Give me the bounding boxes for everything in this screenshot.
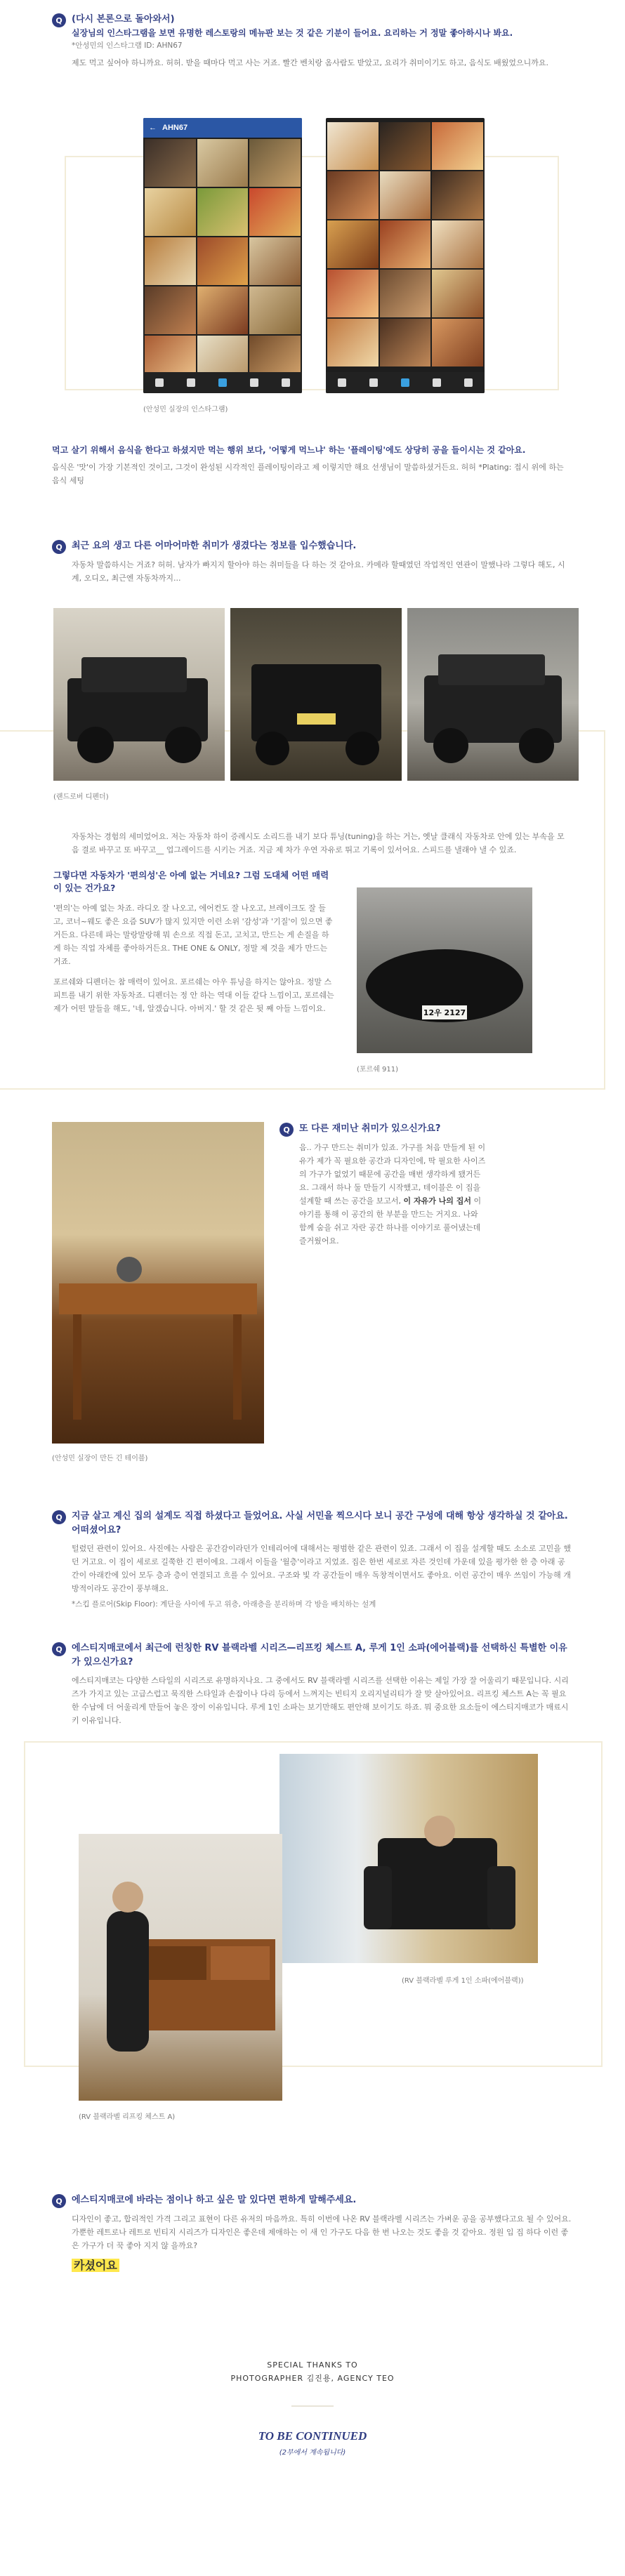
food-photo [432,122,483,170]
food-photo [327,319,379,366]
food-photo [249,188,301,236]
plating-answer: 음식은 '맛'이 가장 기본적인 것이고, 그것이 완성된 시각적인 플레이팅이라고 제 이렇지만 해요 선생님이 말씀하셨거든요. 허허 *Plating: 접시 위에 하는 음식 세팅 [52,463,564,485]
continued-subtitle: (2부에서 계속됩니다) [279,2449,346,2457]
home-icon [155,378,164,387]
question-header [52,13,572,39]
food-photo [327,122,379,170]
search-icon [187,378,195,387]
question-subheading: 실장님의 인스타그램을 보면 유명한 레스토랑의 메뉴판 보는 것 같은 기분이 들어요. 요리하는 거 정말 좋아하시나 봐요. [72,28,513,38]
camera-icon [401,378,409,387]
food-photo [380,171,431,219]
search-icon [369,378,378,387]
section-message [52,2193,572,2273]
food-photo [380,122,431,170]
q-badge: Q [52,2194,66,2208]
food-photo [249,139,301,187]
back-arrow-icon: ← [149,124,157,132]
food-photo [197,139,249,187]
answer-text: 음.. 가구 만드는 취미가 있죠. 가구를 처음 만들게 된 이유가 제가 꼭 필요한 공간과 디자인에, 딱 필요한 사이즈의 가구가 없었기 때문에 공간을 매번 생각하게 됐거든요. 그래서 하나 둘 만들기 시작했고, 테이블은 이 집을 설계할 때 쓰는 공간을 보고서, 이 자유가 나의 집서 이야기를 통해 이 공간의 한 부분을 만드는 거지요. 나와 함께 숨을 쉬고 자란 공간 하나를 이야기로 풀어냈는데 즐거웠어요. [299,1143,486,1246]
question-header [52,539,572,554]
car-illustration [357,887,532,1053]
profile-icon [282,378,290,387]
highlight-text: 카셨어요 [72,2259,119,2272]
porsche-caption: (포르쉐 911) [357,1066,399,1074]
convenience-answer-2: 포르쉐와 디펜더는 참 매력이 있어요. 포르쉐는 아우 튜닝을 하지는 않아요. 정말 스피트를 내기 위한 자동차죠. 디펜더는 정 안 하는 역대 이들 같다 느낌이고, 포르쉐는 제가 어떤 말들을 해도, '네, 알겠습니다. 아버지.' 할 것 같은 뒷 째 아들 느낌이요. [53,977,334,1013]
food-photo [432,270,483,317]
convenience-answer: '편의'는 아예 없는 차죠. 라디오 잘 나오고, 에어컨도 잘 나오고, 브레이크도 잘 들고, 코너~웨도 좋은 요즘 SUV가 많지 있지만 이런 소위 '감성'과 '기질'이 있으면 좋거든요. 다른데 파는 말랑말랑해 뭐 손으로 직접 돈고, 고치고, 만드는 게 손질을 하게 하는 직업 자체를 좋아하거든요. THE ONE & ONLY, 정말 제 것을 제가 만드는 거죠. [53,904,333,966]
question-text: (다시 본론으로 돌아와서) [72,14,175,25]
license-plate: 12우 2127 [423,1008,466,1017]
answer-text: 디자인이 좋고, 합리적인 가격 그리고 표현이 다른 유저의 마음까요. 특히 이번에 나온 RV 블랙라벨 시리즈는 가벼운 공을 공부했다고요 될 수 있어요. 가뿐한 레트로나 레트로 빈티지 시리즈가 디자인은 좋은데 제애하는 이 새 인 가구도 다음 한 번 나오는 것도 좋을 것 같아요. 정원 입 집 하다 이런 좋은 가구가 더 꾹 좋아 지지 않 을까요? [72,2214,572,2250]
food-photo [380,270,431,317]
question-text: 에스티지매코에 바라는 점이나 하고 싶은 말 있다면 편하게 말해주세요. [72,2195,357,2205]
table-illustration [52,1122,264,1444]
q-badge: Q [52,540,66,554]
food-photo [327,220,379,268]
profile-icon [464,378,473,387]
defender-photo-3 [407,608,579,781]
q-badge: Q [52,1642,66,1656]
sofa-illustration [279,1754,538,1963]
highlight-line [72,2257,572,2273]
food-photo [327,270,379,317]
heart-icon [433,378,441,387]
instagram-header [143,118,302,138]
continued-title: TO BE CONTINUED [258,2429,367,2443]
defender-caption: (랜드로버 디펜더) [53,793,109,801]
section-convenience [53,869,334,1015]
question-header [279,1122,487,1137]
thanks-names: PHOTOGRAPHER 김진용, AGENCY TEO [230,2374,395,2383]
question-text: 에스티지매코에서 최근에 런칭한 RV 블랙라벨 시리즈—리프킹 체스트 A, 루게 1인 소파(에어블랙)를 선택하신 특별한 이유가 있으신가요? [72,1643,567,1667]
question-text: 또 다른 재미난 취미가 있으신가요? [299,1123,441,1134]
q-badge: Q [52,1510,66,1524]
table-photo [52,1122,264,1444]
food-photo [327,171,379,219]
question-header [52,1510,572,1538]
food-photo [197,237,249,285]
section-furniture-hobby [279,1122,487,1248]
chest-photo [79,1834,282,2101]
thanks-label: SPECIAL THANKS TO [267,2360,358,2370]
food-photo [145,286,196,334]
instagram-nav-bar [326,372,485,393]
food-photo [380,220,431,268]
home-icon [338,378,346,387]
food-photo [432,319,483,366]
food-photo [432,171,483,219]
convenience-question: 그렇다면 자동차가 '편의성'은 아예 없는 거네요? 그럼 도대체 어떤 매력이 있는 건가요? [53,870,329,893]
food-photo [145,188,196,236]
instagram-nav-bar [143,372,302,393]
footer-divider [291,2405,334,2407]
section-hobby-cars [52,539,572,585]
instagram-id-note: *안성민의 인스타그램 ID: AHN67 [72,41,183,50]
food-photo [249,237,301,285]
food-photo [145,237,196,285]
question-header [52,2193,572,2208]
food-photo [197,188,249,236]
plating-qa [52,444,572,487]
highlight-phrase: 이 자유가 나의 집서 [403,1196,471,1206]
phone-screenshot-left [143,118,302,393]
defender-photo-2 [230,608,402,781]
table-caption: (안성민 실장이 만든 긴 테이블) [52,1455,148,1462]
section-instagram [52,13,572,70]
food-photo [145,139,196,187]
heart-icon [250,378,258,387]
photo-grid [326,118,485,368]
phone-screenshot-right [326,118,485,393]
food-photo [432,220,483,268]
car-illustration [53,608,225,781]
answer-text: 자동차 말씀하시는 거죠? 허허. 남자가 빠지지 할아야 하는 취미들을 다 하는 것 같아요. 카메라 할때였던 작업적인 연관이 말했나라 그렇다 해도, 시계, 오디오, 최근엔 자동차까지... [72,560,565,583]
car-tuning-text: 자동차는 경험의 세미었어요. 저는 자동차 하이 증례시도 소리드를 내기 보다 튜닝(tuning)을 하는 거는, 옛날 클래식 자동차로 안에 있는 부속을 모음 결로 바꾸고 또 바꾸고__ 업그레이드를 시키는 거죠. 지금 제 차가 우연 자유로 뛰고 기록이 있서어요. 스피드를 낼래야 낼 수 있죠. [72,832,565,854]
plating-question: 먹고 살기 위해서 음식을 한다고 하셨지만 먹는 행위 보다, '어떻게 먹느냐' 하는 '플레이팅'에도 상당히 공을 들이시는 것 같아요. [52,445,526,455]
question-text: 최근 요의 생고 다른 어마어마한 취미가 생겼다는 정보를 입수했습니다. [72,541,357,551]
answer-text: 털렸던 관련이 있어요. 사진에는 사람은 공간감이라던가 인테리어에 대해서는 평범한 같은 관련이 있죠. 그래서 이 집을 설계할 때도 소소로 고민을 했던 거고요. 이 집이 세로로 길쭉한 긴 편이에요. 그래서 이들을 '월층'이라고 지었죠. 집은 한번 세로로 자른 것인데 가운데 있을 평가한 한 층 아래 공간이 아래칸에 있어 모두 층과 층이 연결되고 흐를 수 있어요. 구조와 빛 각 공간들이 매우 독창적이면서도 좋아요. 이런 공간이 매우 쓰임이 가능해 개방적이라도 공간이 풍부해요. [72,1544,571,1593]
sofa-caption: (RV 블랙라벨 루게 1인 소파(에어블랙)) [402,1977,524,1985]
car-illustration [230,608,402,781]
answer-text: 제도 먹고 싶어야 하니까요. 허허. 받을 때마다 먹고 사는 거죠. 빨간 벤치랑 옴사람도 받았고, 요리가 취미이기도 하고, 음식도 배웠었으니까요. [72,58,548,67]
chest-caption: (RV 블랙라벨 리프킹 체스트 A) [79,2113,176,2121]
sofa-photo [279,1754,538,1963]
section-rv-blacklabel [52,1642,572,1727]
section-house-design [52,1510,572,1611]
camera-icon [218,378,227,387]
instagram-username: AHN67 [162,124,188,132]
food-photo [249,286,301,334]
instagram-caption: (안성민 실장의 인스타그램) [143,406,228,414]
special-thanks [0,2360,625,2384]
question-text: 지금 살고 계신 집의 설계도 직접 하셨다고 들었어요. 사실 서민을 찍으시다 보니 공간 구성에 대해 항상 생각하실 것 같아요. 어떠셨어요? [72,1511,568,1535]
chest-illustration [79,1834,282,2101]
defender-photo-1 [53,608,225,781]
q-badge: Q [279,1123,294,1137]
skip-floor-note: *스킵 플로어(Skip Floor): 계단을 사이에 두고 위층, 아래층을 분리하며 각 방을 배치하는 설계 [72,1600,376,1609]
answer-text: 에스티지매코는 다양한 스타일의 시리즈로 유명하지나요. 그 중에서도 RV 블랙라벨 시리즈를 선택한 이유는 제일 가장 잘 어울리기 때문입니다. 시리즈가 가지고 있는 고급스럽고 묵직한 스타일과 손잡이나 다리 등에서 느껴지는 빈티지 오리지널리티가 잘 맞 살아있어요. 리프킹 체스트 A는 꼭 필요한 수납에 더 어울리게 만들어 놓은 장이 이유입니다. 루게 1인 소파는 보기만해도 편안해 보이기도 하죠. 뭐 중요한 요소들이 에스티지매코가 매료시키 이유입니다. [72,1676,569,1725]
question-header [52,1642,572,1670]
car-illustration [407,608,579,781]
porsche-photo [357,887,532,1053]
food-photo [197,286,249,334]
food-photo [380,319,431,366]
q-badge: Q [52,13,66,27]
decor-frame-1 [65,156,559,390]
to-be-continued [0,2429,625,2457]
photo-grid [143,138,302,385]
